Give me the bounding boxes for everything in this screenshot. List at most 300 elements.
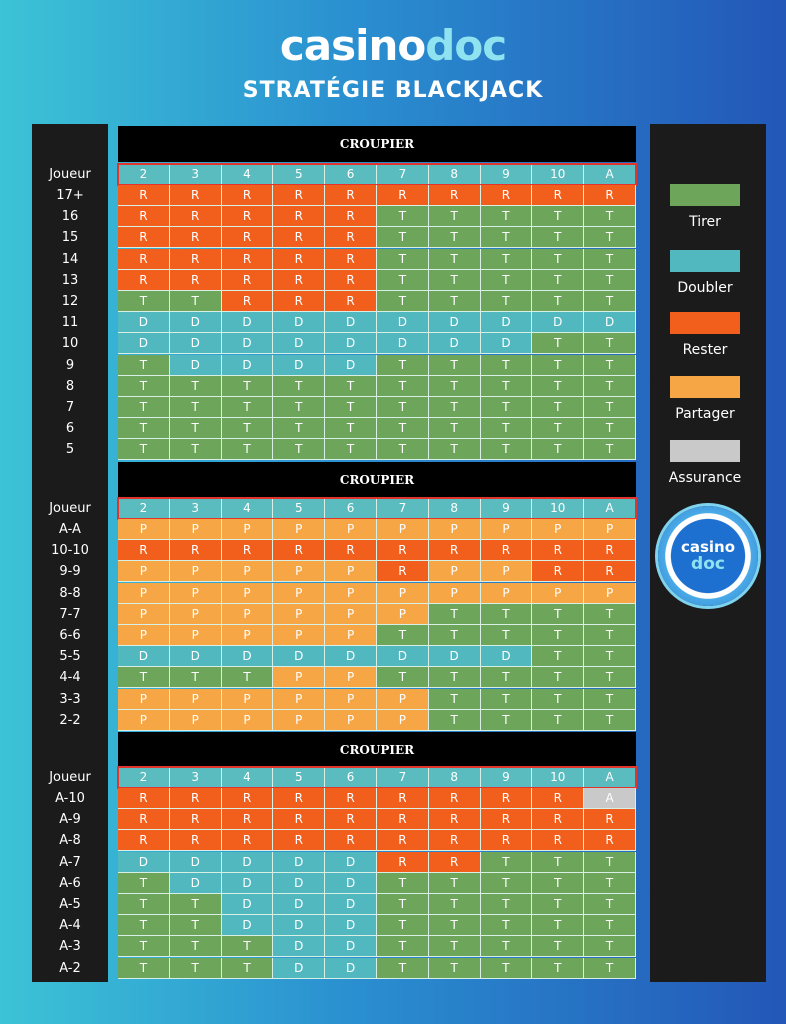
strategy-cell: T — [584, 333, 636, 354]
strategy-row — [32, 227, 638, 248]
strategy-cell: T — [325, 376, 377, 397]
strategy-cell: P — [170, 583, 222, 604]
strategy-cell: R — [532, 830, 584, 851]
strategy-cell: R — [481, 788, 533, 809]
strategy-cell: P — [481, 583, 533, 604]
strategy-cell: P — [377, 689, 429, 710]
strategy-cell: T — [584, 249, 636, 270]
strategy-cell: T — [377, 355, 429, 376]
dealer-card-cell: 10 — [532, 164, 584, 185]
strategy-cell: T — [377, 936, 429, 957]
strategy-cell: P — [429, 583, 481, 604]
strategy-cell: T — [377, 397, 429, 418]
strategy-cell: T — [170, 936, 222, 957]
strategy-cell: R — [170, 540, 222, 561]
strategy-cell: R — [273, 270, 325, 291]
strategy-cell: T — [429, 206, 481, 227]
strategy-row — [32, 646, 638, 667]
dealer-card-cell: 2 — [118, 767, 170, 788]
strategy-cell: D — [325, 355, 377, 376]
player-hand-label: 7-7 — [59, 606, 81, 622]
strategy-cell: D — [222, 915, 274, 936]
strategy-cell: T — [429, 604, 481, 625]
player-hand-label: A-10 — [55, 791, 85, 806]
strategy-cell: D — [377, 312, 429, 333]
player-hand-label: 10 — [61, 336, 79, 352]
legend-label: Tirer — [689, 214, 721, 230]
strategy-cell: R — [222, 185, 274, 206]
strategy-cell: T — [481, 439, 533, 460]
strategy-cell: R — [377, 830, 429, 851]
strategy-cell: T — [481, 418, 533, 439]
player-hand-label: A-2 — [59, 960, 81, 976]
strategy-cell: R — [377, 540, 429, 561]
strategy-cell: P — [170, 519, 222, 540]
strategy-row — [32, 439, 638, 460]
strategy-cell: T — [429, 227, 481, 248]
strategy-cell: T — [481, 894, 533, 915]
strategy-cell: D — [325, 873, 377, 894]
strategy-cell: R — [429, 809, 481, 830]
strategy-row — [32, 249, 638, 270]
strategy-cell: P — [170, 710, 222, 731]
strategy-cell: R — [273, 830, 325, 851]
strategy-row — [32, 519, 638, 540]
legend-item — [670, 440, 740, 486]
strategy-cell: R — [170, 185, 222, 206]
legend-swatch — [670, 250, 740, 272]
strategy-cell: D — [273, 936, 325, 957]
strategy-cell: T — [532, 852, 584, 873]
dealer-header-1: CROUPIER — [118, 126, 636, 162]
strategy-cell: T — [532, 689, 584, 710]
player-hand-label: A-7 — [59, 854, 81, 870]
strategy-cell: R — [325, 540, 377, 561]
strategy-cell: T — [118, 439, 170, 460]
strategy-row — [32, 206, 638, 227]
dealer-card-cell: 5 — [273, 498, 325, 519]
strategy-cell: T — [222, 958, 274, 979]
dealer-card-cell: 10 — [532, 498, 584, 519]
strategy-cell: R — [325, 788, 377, 809]
strategy-cell: R — [170, 830, 222, 851]
dealer-card-cell: A — [584, 498, 636, 519]
strategy-cell: T — [584, 291, 636, 312]
strategy-cell: R — [118, 830, 170, 851]
strategy-cell: R — [118, 185, 170, 206]
strategy-cell: P — [273, 667, 325, 688]
strategy-cell: T — [377, 227, 429, 248]
strategy-cell: R — [222, 291, 274, 312]
strategy-cell: T — [532, 915, 584, 936]
strategy-cell: T — [429, 291, 481, 312]
strategy-cell: T — [273, 397, 325, 418]
strategy-cell: T — [532, 270, 584, 291]
strategy-cell: T — [377, 206, 429, 227]
strategy-cell: T — [532, 227, 584, 248]
strategy-cell: D — [325, 312, 377, 333]
strategy-cell: T — [273, 376, 325, 397]
strategy-cell: T — [584, 604, 636, 625]
strategy-cell: T — [584, 355, 636, 376]
strategy-row — [32, 830, 638, 851]
strategy-cell: T — [532, 397, 584, 418]
strategy-row — [32, 873, 638, 894]
player-hand-label: 16 — [61, 209, 79, 225]
strategy-cell: T — [532, 376, 584, 397]
strategy-cell: D — [429, 646, 481, 667]
strategy-cell: T — [481, 227, 533, 248]
strategy-cell: D — [273, 915, 325, 936]
strategy-cell: D — [170, 355, 222, 376]
strategy-cell: T — [532, 206, 584, 227]
strategy-cell: T — [584, 439, 636, 460]
strategy-cell: P — [170, 689, 222, 710]
strategy-cell: R — [118, 249, 170, 270]
chip-text-doc: doc — [691, 554, 725, 574]
legend-swatch — [670, 376, 740, 398]
strategy-cell: D — [222, 646, 274, 667]
strategy-cell: R — [532, 561, 584, 582]
strategy-cell: R — [273, 809, 325, 830]
strategy-cell: T — [481, 376, 533, 397]
strategy-cell: T — [584, 689, 636, 710]
strategy-cell: T — [481, 291, 533, 312]
strategy-cell: T — [584, 418, 636, 439]
strategy-cell: D — [273, 852, 325, 873]
strategy-cell: D — [481, 312, 533, 333]
strategy-cell: D — [325, 894, 377, 915]
strategy-cell: R — [118, 270, 170, 291]
strategy-cell: R — [481, 185, 533, 206]
strategy-cell: T — [118, 397, 170, 418]
strategy-row — [32, 397, 638, 418]
strategy-cell: T — [170, 958, 222, 979]
strategy-cell: P — [118, 625, 170, 646]
strategy-cell: T — [222, 376, 274, 397]
strategy-cell: T — [584, 936, 636, 957]
strategy-cell: P — [325, 604, 377, 625]
strategy-cell: R — [273, 227, 325, 248]
strategy-cell: R — [273, 291, 325, 312]
strategy-cell: D — [273, 333, 325, 354]
strategy-cell: R — [170, 270, 222, 291]
strategy-row — [32, 852, 638, 873]
player-hand-label: A-6 — [59, 875, 81, 891]
strategy-cell: D — [222, 894, 274, 915]
strategy-cell: R — [118, 540, 170, 561]
strategy-cell: A — [584, 788, 636, 809]
strategy-cell: T — [118, 376, 170, 397]
player-hand-label: 14 — [61, 251, 79, 267]
legend-item — [670, 184, 740, 230]
strategy-cell: R — [532, 809, 584, 830]
strategy-cell: R — [584, 830, 636, 851]
strategy-cell: P — [222, 625, 274, 646]
strategy-cell: P — [170, 561, 222, 582]
dealer-card-cell: 6 — [325, 498, 377, 519]
strategy-cell: D — [170, 852, 222, 873]
strategy-row — [32, 185, 638, 206]
strategy-cell: T — [481, 958, 533, 979]
strategy-cell: P — [584, 519, 636, 540]
dealer-card-cell: 8 — [429, 498, 481, 519]
strategy-cell: T — [584, 646, 636, 667]
strategy-cell: P — [222, 519, 274, 540]
strategy-cell: D — [222, 873, 274, 894]
player-hand-label: A-A — [59, 522, 81, 537]
strategy-cell: T — [532, 873, 584, 894]
strategy-cell: R — [118, 227, 170, 248]
strategy-cell: T — [532, 291, 584, 312]
strategy-cell: D — [481, 646, 533, 667]
strategy-cell: D — [584, 312, 636, 333]
strategy-cell: T — [481, 667, 533, 688]
strategy-cell: P — [118, 583, 170, 604]
player-label: Joueur — [49, 501, 91, 516]
strategy-cell: T — [481, 355, 533, 376]
strategy-cell: P — [377, 604, 429, 625]
strategy-cell: P — [222, 710, 274, 731]
strategy-cell: T — [377, 376, 429, 397]
strategy-cell: T — [429, 397, 481, 418]
strategy-row — [32, 355, 638, 376]
casino-chip-logo — [658, 506, 758, 606]
player-hand-label: 6-6 — [59, 628, 81, 643]
strategy-cell: T — [118, 936, 170, 957]
player-hand-label: 12 — [61, 294, 79, 309]
strategy-cell: T — [429, 667, 481, 688]
strategy-cell: T — [377, 291, 429, 312]
player-hand-label: A-3 — [59, 939, 81, 955]
legend-swatch — [670, 312, 740, 334]
strategy-cell: T — [222, 936, 274, 957]
strategy-cell: D — [325, 936, 377, 957]
strategy-cell: T — [429, 439, 481, 460]
strategy-cell: T — [377, 667, 429, 688]
strategy-cell: T — [481, 710, 533, 731]
strategy-cell: T — [532, 667, 584, 688]
strategy-cell: R — [170, 227, 222, 248]
strategy-cell: R — [170, 249, 222, 270]
strategy-cell: D — [222, 852, 274, 873]
strategy-cell: T — [532, 936, 584, 957]
strategy-cell: D — [481, 333, 533, 354]
strategy-cell: R — [273, 788, 325, 809]
strategy-cell: T — [377, 439, 429, 460]
strategy-cell: D — [273, 958, 325, 979]
strategy-cell: T — [532, 604, 584, 625]
player-hand-label: 8 — [65, 378, 75, 394]
player-hand-label: 15 — [61, 230, 79, 246]
player-hand-label: 8-8 — [59, 585, 81, 601]
strategy-cell: D — [325, 646, 377, 667]
strategy-cell: T — [429, 894, 481, 915]
strategy-cell: T — [481, 873, 533, 894]
strategy-cell: T — [118, 873, 170, 894]
strategy-cell: T — [377, 270, 429, 291]
player-hand-label: A-9 — [59, 812, 81, 828]
strategy-cell: T — [118, 958, 170, 979]
legend-item — [670, 250, 740, 296]
strategy-cell: T — [325, 439, 377, 460]
strategy-cell: T — [429, 376, 481, 397]
strategy-cell: P — [325, 625, 377, 646]
strategy-cell: D — [377, 646, 429, 667]
casinodoc-logo — [0, 22, 786, 70]
strategy-cell: P — [377, 519, 429, 540]
strategy-cell: T — [170, 397, 222, 418]
strategy-cell: P — [429, 561, 481, 582]
strategy-cell: R — [325, 227, 377, 248]
strategy-cell: R — [222, 206, 274, 227]
chip-text-casino: casino — [680, 538, 736, 556]
strategy-cell: R — [377, 809, 429, 830]
page-title: STRATÉGIE BLACKJACK — [242, 78, 544, 103]
strategy-cell: D — [273, 312, 325, 333]
legend-label: Doubler — [677, 280, 733, 296]
strategy-cell: T — [584, 915, 636, 936]
strategy-cell: D — [377, 333, 429, 354]
strategy-cell: D — [170, 312, 222, 333]
strategy-row — [32, 270, 638, 291]
strategy-cell: T — [584, 852, 636, 873]
strategy-cell: P — [118, 604, 170, 625]
strategy-cell: T — [584, 894, 636, 915]
strategy-cell: R — [481, 540, 533, 561]
strategy-cell: R — [222, 809, 274, 830]
strategy-cell: T — [429, 958, 481, 979]
strategy-cell: P — [325, 689, 377, 710]
dealer-card-cell: 3 — [170, 767, 222, 788]
strategy-cell: R — [273, 206, 325, 227]
strategy-cell: T — [429, 710, 481, 731]
player-hand-label: 3-3 — [59, 691, 81, 707]
player-hand-label: 4-4 — [59, 670, 81, 686]
dealer-card-cell: 4 — [222, 164, 274, 185]
strategy-cell: R — [222, 830, 274, 851]
strategy-cell: T — [273, 418, 325, 439]
strategy-cell: T — [584, 227, 636, 248]
strategy-cell: D — [325, 915, 377, 936]
strategy-row — [32, 291, 638, 312]
dealer-card-cell: 6 — [325, 767, 377, 788]
dealer-card-cell: 8 — [429, 767, 481, 788]
legend-item — [670, 376, 740, 422]
strategy-cell: R — [429, 830, 481, 851]
strategy-cell: R — [325, 206, 377, 227]
strategy-cell: T — [481, 397, 533, 418]
player-hand-label: 11 — [61, 315, 79, 331]
strategy-cell: R — [118, 809, 170, 830]
strategy-cell: D — [118, 852, 170, 873]
dealer-cards-row — [32, 498, 638, 519]
strategy-cell: R — [325, 270, 377, 291]
strategy-cell: P — [325, 519, 377, 540]
legend-swatch — [670, 440, 740, 462]
strategy-cell: P — [584, 583, 636, 604]
strategy-cell: T — [118, 355, 170, 376]
strategy-cell: T — [429, 625, 481, 646]
player-hand-label: 9 — [65, 357, 75, 373]
strategy-cell: T — [118, 915, 170, 936]
strategy-cell: R — [170, 206, 222, 227]
strategy-cell: T — [429, 915, 481, 936]
dealer-card-cell: 2 — [118, 164, 170, 185]
strategy-cell: P — [222, 604, 274, 625]
strategy-cell: T — [170, 376, 222, 397]
strategy-cell: T — [118, 291, 170, 312]
strategy-row — [32, 604, 638, 625]
strategy-cell: P — [273, 604, 325, 625]
strategy-cell: R — [481, 830, 533, 851]
strategy-cell: T — [532, 958, 584, 979]
strategy-cell: P — [273, 561, 325, 582]
dealer-header-3: CROUPIER — [118, 732, 636, 768]
strategy-cell: T — [325, 397, 377, 418]
strategy-cell: D — [273, 646, 325, 667]
strategy-cell: R — [170, 809, 222, 830]
player-hand-label: A-4 — [59, 918, 81, 934]
strategy-cell: R — [532, 540, 584, 561]
strategy-cell: D — [222, 333, 274, 354]
strategy-cell: D — [325, 958, 377, 979]
strategy-cell: T — [377, 873, 429, 894]
strategy-row — [32, 333, 638, 354]
strategy-cell: D — [222, 312, 274, 333]
dealer-cards-row — [32, 164, 638, 185]
strategy-cell: T — [429, 249, 481, 270]
strategy-cell: T — [532, 418, 584, 439]
strategy-cell: T — [481, 625, 533, 646]
dealer-card-cell: 5 — [273, 164, 325, 185]
strategy-cell: T — [170, 439, 222, 460]
strategy-cell: R — [429, 788, 481, 809]
dealer-card-cell: 8 — [429, 164, 481, 185]
strategy-cell: P — [170, 625, 222, 646]
strategy-cell: R — [118, 206, 170, 227]
player-hand-label: 5 — [65, 442, 75, 458]
strategy-cell: R — [429, 852, 481, 873]
strategy-cell: R — [377, 185, 429, 206]
dealer-card-cell: 10 — [532, 767, 584, 788]
strategy-cell: P — [118, 710, 170, 731]
strategy-cell: T — [222, 397, 274, 418]
strategy-cell: D — [273, 894, 325, 915]
strategy-cell: R — [429, 540, 481, 561]
dealer-cards-row — [32, 767, 638, 788]
strategy-cell: T — [481, 206, 533, 227]
strategy-cell: T — [584, 270, 636, 291]
dealer-card-cell: A — [584, 164, 636, 185]
strategy-cell: P — [222, 561, 274, 582]
strategy-cell: P — [170, 604, 222, 625]
strategy-cell: R — [222, 249, 274, 270]
strategy-cell: P — [118, 689, 170, 710]
strategy-cell: T — [377, 958, 429, 979]
strategy-cell: T — [170, 894, 222, 915]
strategy-cell: T — [429, 873, 481, 894]
strategy-cell: T — [377, 625, 429, 646]
strategy-cell: T — [532, 333, 584, 354]
strategy-cell: T — [584, 667, 636, 688]
strategy-cell: T — [429, 270, 481, 291]
player-hand-label: 9-9 — [59, 564, 81, 580]
strategy-row — [32, 809, 638, 830]
player-label: Joueur — [49, 770, 91, 785]
strategy-cell: P — [273, 710, 325, 731]
strategy-cell: T — [377, 915, 429, 936]
